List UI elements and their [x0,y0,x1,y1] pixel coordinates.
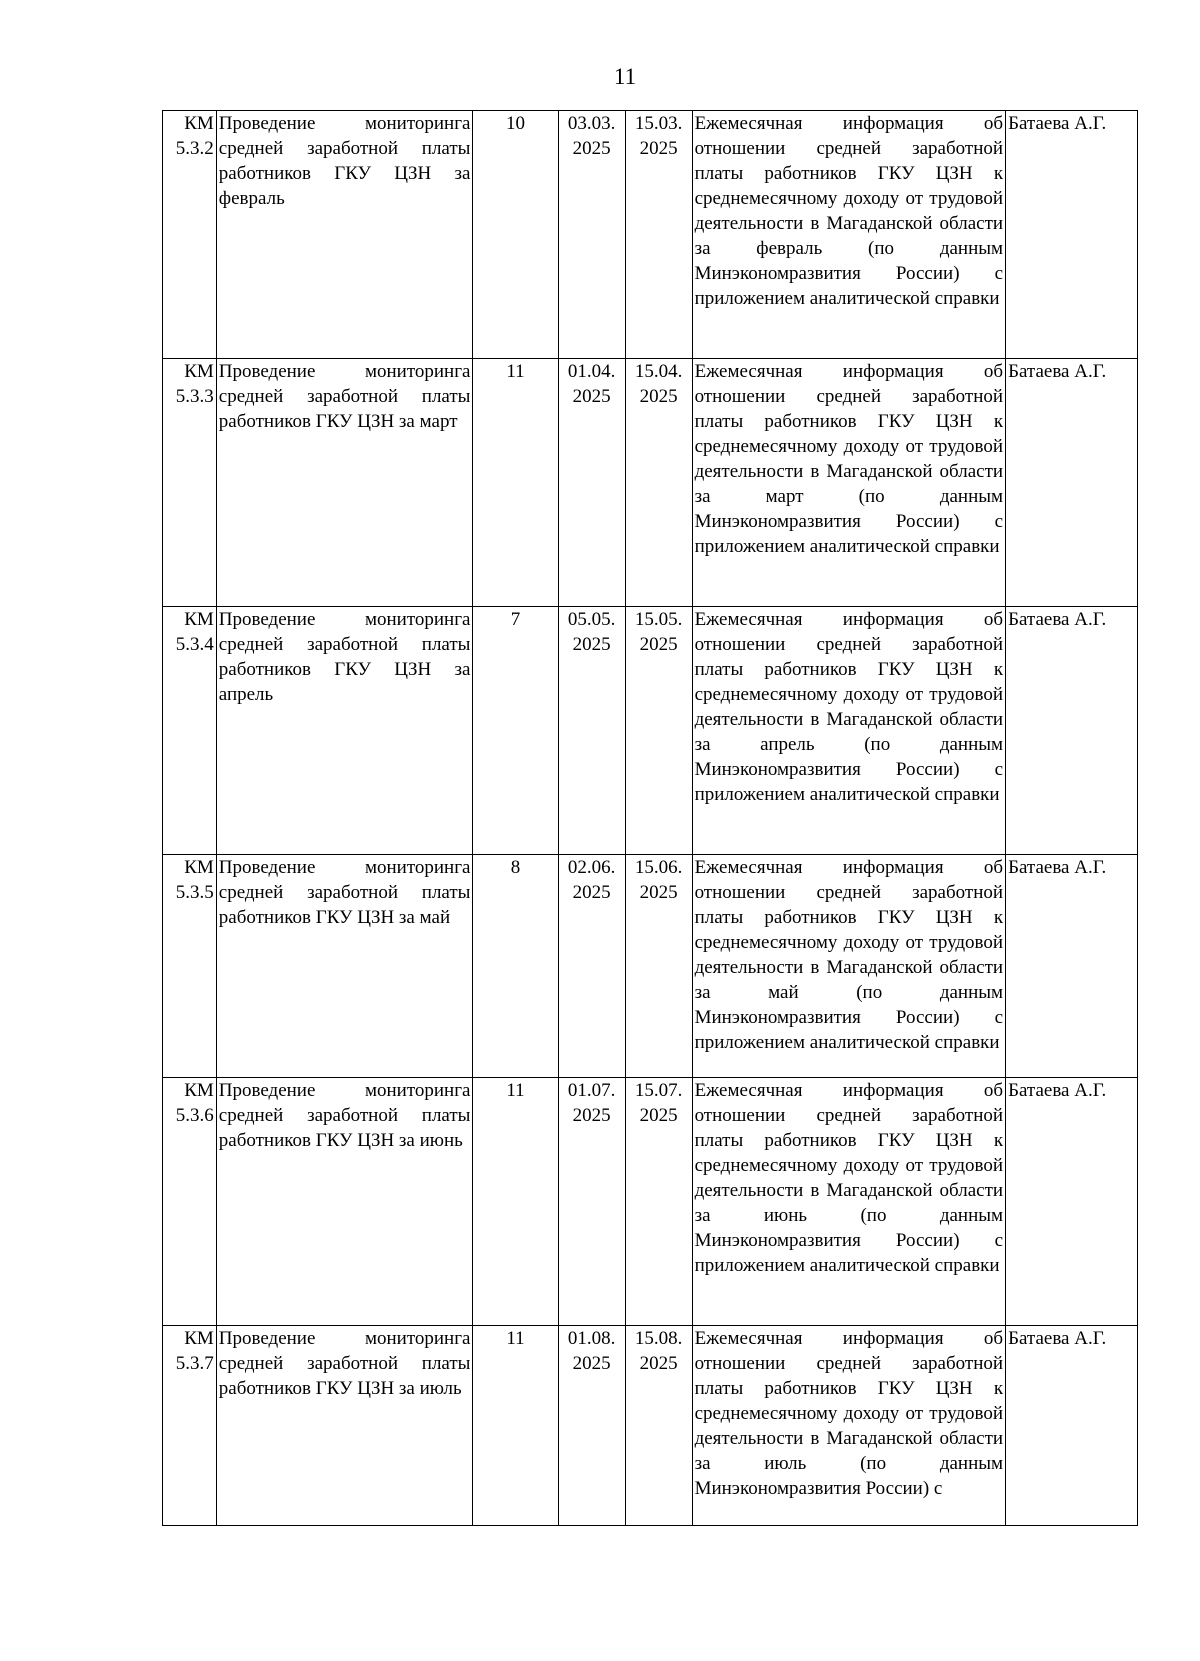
row-start-date-year: 2025 [572,634,611,655]
table-row [163,359,1138,607]
row-end-date-cell [625,855,692,1078]
row-start-date-year: 2025 [572,386,611,407]
row-end-date-year: 2025 [639,1105,678,1126]
row-end-date-year: 2025 [639,1353,678,1374]
row-duration-cell: 11 [473,359,558,607]
row-end-date-day: 15.04. [634,361,683,382]
row-code-prefix: КМ [184,609,214,630]
row-start-date-day: 03.03. [567,113,616,134]
row-end-date-year: 2025 [639,882,678,903]
row-start-date-cell [558,359,625,607]
row-name-cell: Проведение мониторинга средней заработной платы работников ГКУ ЦЗН за февраль [216,111,473,359]
table-row [163,1326,1138,1526]
row-name-cell: Проведение мониторинга средней заработной платы работников ГКУ ЦЗН за июнь [216,1078,473,1326]
row-code-number: 5.3.5 [175,882,214,903]
row-name-cell: Проведение мониторинга средней заработной платы работников ГКУ ЦЗН за июль [216,1326,473,1526]
row-end-date-cell [625,111,692,359]
row-start-date-day: 05.05. [567,609,616,630]
row-name-cell: Проведение мониторинга средней заработной платы работников ГКУ ЦЗН за март [216,359,473,607]
row-end-date-year: 2025 [639,138,678,159]
row-result-cell: Ежемесячная информация об отношении средней заработной платы работников ГКУ ЦЗН к среднемесячному доходу от трудовой деятельности в Магаданской области за февраль (по данным Минэкономразвития России) с приложением аналитической справки [692,111,1006,359]
table-body [163,111,1138,1526]
row-result-cell: Ежемесячная информация об отношении средней заработной платы работников ГКУ ЦЗН к среднемесячному доходу от трудовой деятельности в Магаданской области за июнь (по данным Минэкономразвития России) с приложением аналитической справки [692,1078,1006,1326]
row-start-date-year: 2025 [572,882,611,903]
row-code-number: 5.3.3 [175,386,214,407]
row-responsible-cell: Батаева А.Г. [1006,1326,1138,1526]
row-start-date-cell [558,855,625,1078]
row-name-cell: Проведение мониторинга средней заработной платы работников ГКУ ЦЗН за май [216,855,473,1078]
row-end-date-year: 2025 [639,386,678,407]
row-end-date-cell [625,1326,692,1526]
page-number: 11 [613,64,637,89]
table-row [163,1078,1138,1326]
row-start-date-day: 02.06. [567,857,616,878]
row-start-date-year: 2025 [572,1105,611,1126]
row-end-date-cell [625,359,692,607]
row-code-prefix: КМ [184,1080,214,1101]
row-code-prefix: КМ [184,1328,214,1349]
row-result-cell: Ежемесячная информация об отношении средней заработной платы работников ГКУ ЦЗН к среднемесячному доходу от трудовой деятельности в Магаданской области за март (по данным Минэкономразвития России) с приложением аналитической справки [692,359,1006,607]
row-end-date-day: 15.03. [634,113,683,134]
row-start-date-day: 01.07. [567,1080,616,1101]
row-start-date-day: 01.08. [567,1328,616,1349]
row-end-date-cell [625,1078,692,1326]
row-result-cell: Ежемесячная информация об отношении средней заработной платы работников ГКУ ЦЗН к среднемесячному доходу от трудовой деятельности в Магаданской области за апрель (по данным Минэкономразвития России) с приложением аналитической справки [692,607,1006,855]
row-start-date-cell [558,607,625,855]
row-start-date-cell [558,1326,625,1526]
row-start-date-day: 01.04. [567,361,616,382]
row-responsible-cell: Батаева А.Г. [1006,111,1138,359]
row-code-number: 5.3.6 [175,1105,214,1126]
row-start-date-cell [558,111,625,359]
row-duration-cell: 10 [473,111,558,359]
row-responsible-cell: Батаева А.Г. [1006,855,1138,1078]
row-start-date-year: 2025 [572,138,611,159]
row-duration-cell: 11 [473,1078,558,1326]
row-end-date-year: 2025 [639,634,678,655]
row-duration-cell: 7 [473,607,558,855]
row-code-cell [163,1326,217,1526]
row-end-date-day: 15.06. [634,857,683,878]
row-end-date-day: 15.08. [634,1328,683,1349]
row-result-cell: Ежемесячная информация об отношении средней заработной платы работников ГКУ ЦЗН к среднемесячному доходу от трудовой деятельности в Магаданской области за июль (по данным Минэкономразвития России) с [692,1326,1006,1526]
row-responsible-cell: Батаева А.Г. [1006,607,1138,855]
row-code-prefix: КМ [184,113,214,134]
row-code-cell [163,111,217,359]
row-code-number: 5.3.4 [175,634,214,655]
row-duration-cell: 8 [473,855,558,1078]
row-code-cell [163,1078,217,1326]
row-responsible-cell: Батаева А.Г. [1006,359,1138,607]
row-result-cell: Ежемесячная информация об отношении средней заработной платы работников ГКУ ЦЗН к среднемесячному доходу от трудовой деятельности в Магаданской области за май (по данным Минэкономразвития России) с приложением аналитической справки [692,855,1006,1078]
row-code-number: 5.3.2 [175,138,214,159]
table-row [163,111,1138,359]
row-code-prefix: КМ [184,361,214,382]
row-code-prefix: КМ [184,857,214,878]
row-name-cell: Проведение мониторинга средней заработной платы работников ГКУ ЦЗН за апрель [216,607,473,855]
row-start-date-year: 2025 [572,1353,611,1374]
row-end-date-cell [625,607,692,855]
row-end-date-day: 15.05. [634,609,683,630]
table-row [163,855,1138,1078]
row-start-date-cell [558,1078,625,1326]
row-code-cell [163,359,217,607]
row-end-date-day: 15.07. [634,1080,683,1101]
row-responsible-cell: Батаева А.Г. [1006,1078,1138,1326]
table-row [163,607,1138,855]
control-points-table [162,110,1138,1526]
row-code-cell [163,855,217,1078]
row-code-number: 5.3.7 [175,1353,214,1374]
row-code-cell [163,607,217,855]
row-duration-cell: 11 [473,1326,558,1526]
